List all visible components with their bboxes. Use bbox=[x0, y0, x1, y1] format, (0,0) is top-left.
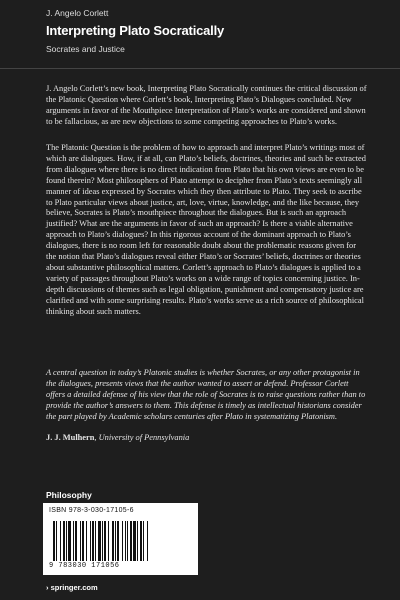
reviewer: J. J. Mulhern, University of Pennsylvania bbox=[46, 433, 190, 442]
review-quote: A central question in today’s Platonic studies is whether Socrates, or any other protagonist in the dialogues, presents views that the author wanted to assert or defend. Professor Corlett offers a detailed defense of his view that the role of Socrates is to raise questions rather than to provide the author’s answers to them. This defense is timely as intellectual historians consider the part played by Academic scholars centuries after Plato in systematizing Platonism. bbox=[46, 368, 366, 421]
isbn-barcode-box bbox=[43, 503, 198, 575]
blurb-paragraph-1: J. Angelo Corlett’s new book, Interpreting Plato Socratically continues the critical discussion of the Platonic Question where Corlett’s book, Interpreting Plato’s Dialogues concluded. New arguments in favor of the Mouthpiece Interpretation of Plato’s works are considered and shown to be fallacious, as are new objections to some competing approaches to Plato’s works. bbox=[46, 84, 367, 126]
cover-header bbox=[0, 0, 400, 80]
reviewer-name: J. J. Mulhern bbox=[46, 433, 95, 442]
subject-category: Philosophy bbox=[46, 490, 92, 500]
header-divider bbox=[0, 68, 400, 69]
blurb-paragraph-2: The Platonic Question is the problem of how to approach and interpret Plato’s writings most of which are dialogues. How, if at all, can Plato’s beliefs, doctrines, theories and such be extracted from dialogues where there is no direct indication from Plato that his own views are even to be found therein? Most philosophers of Plato attempt to decipher from Plato’s texts seemingly all manner of ideas expressed by Socrates which they then attribute to Plato. They seek to ascribe to Plato particular views about justice, art, love, virtue, knowledge, and the like because, they believe, Socrates is Plato’s mouthpiece throughout the dialogues. But is such an approach justified? What are the arguments in favor of such an approach? Is there a viable alternative approach to Plato’s dialogues? In this rigorous account of the dominant approach to Plato’s dialogues, there is no room left for reasonable doubt about the problematic reasons given for the notion that Plato’s dialogues reveal either Plato’s or Socrates’ beliefs, doctrines or theories about substantive philosophical matters. Corlett’s approach to Plato’s dialogues is applied to a variety of passages throughout Plato’s works on a wide range of topics concerning justice. In-depth discussions of themes such as legal obligation, punishment and compensatory justice are clarified and with some surprising results. Plato’s works serve as a rich source of philosophical thinking about such matters. bbox=[46, 143, 366, 316]
isbn-label: ISBN 978-3-030-17105-6 bbox=[49, 507, 134, 514]
publisher-link[interactable]: › springer.com bbox=[46, 583, 98, 592]
book-title: Interpreting Plato Socratically bbox=[46, 23, 225, 38]
author-name: J. Angelo Corlett bbox=[46, 8, 109, 18]
book-subtitle: Socrates and Justice bbox=[46, 44, 125, 54]
reviewer-affiliation: University of Pennsylvania bbox=[98, 433, 190, 442]
barcode-digits: 9 783030 171056 bbox=[49, 562, 120, 570]
barcode-icon bbox=[53, 521, 188, 561]
